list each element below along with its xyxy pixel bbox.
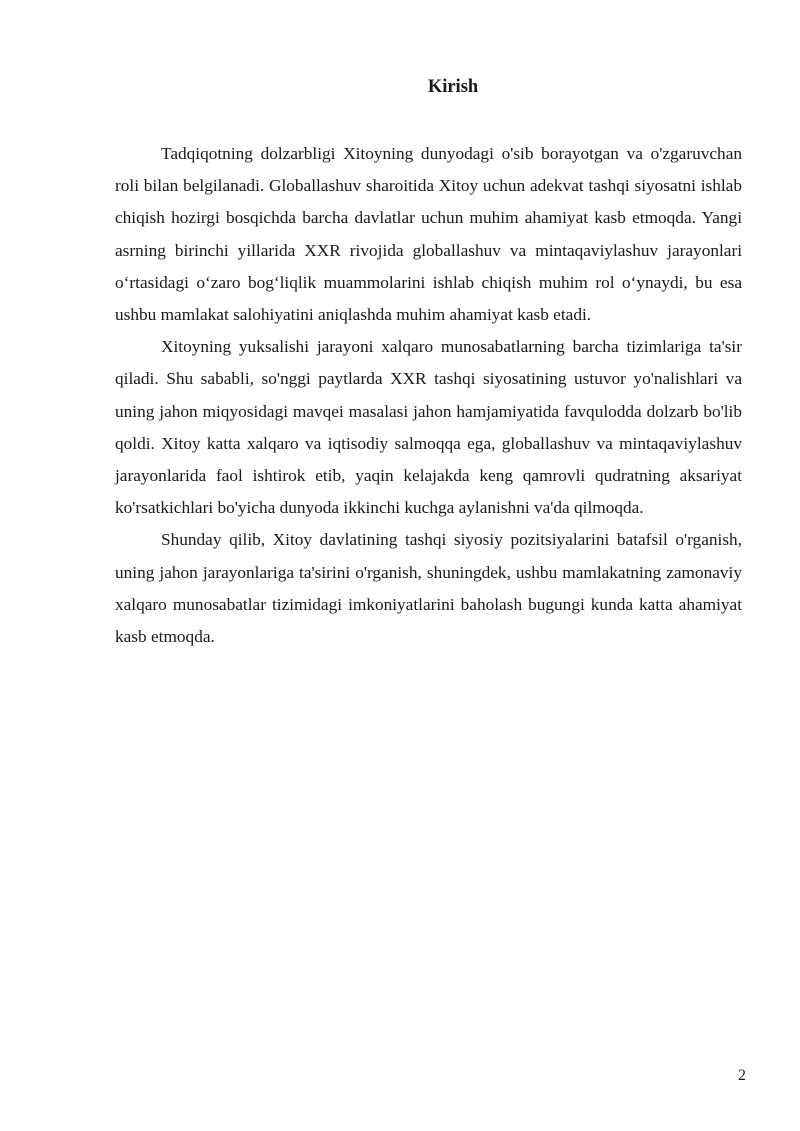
paragraph-2: Xitoyning yuksalishi jarayoni xalqaro munosabatlarning barcha tizimlariga ta'sir qiladi. Shu sababli, so'nggi paytlarda XXR tashqi siyosatining ustuvor yo'nalishlari va uning jahon miqyosidagi mavqei masalasi jahon hamjamiyatida favqulodda dolzarb bo'lib qoldi. Xitoy katta xalqaro va iqtisodiy salmoqqa ega, globallashuv va mintaqaviylashuv jarayonlarida faol ishtirok etib, yaqin kelajakda keng qamrovli qudratning aksariyat ko'rsatkichlari bo'yicha dunyoda ikkinchi kuchga aylanishni va'da qilmoqda. [115, 337, 742, 518]
page-number: 2 [738, 1067, 746, 1084]
body-text [115, 138, 742, 653]
paragraph-1: Tadqiqotning dolzarbligi Xitoyning dunyodagi o'sib borayotgan va o'zgaruvchan roli bilan belgilanadi. Globallashuv sharoitida Xitoy uchun adekvat tashqi siyosatni ishlab chiqish hozirgi bosqichda barcha davlatlar uchun muhim ahamiyat kasb etmoqda. Yangi asrning birinchi yillarida XXR rivojida globallashuv va mintaqaviylashuv jarayonlari o‘rtasidagi o‘zaro bog‘liqlik muammolarini ishlab chiqish muhim rol o‘ynaydi, bu esa ushbu mamlakat salohiyatini aniqlashda muhim ahamiyat kasb etadi. [115, 144, 742, 325]
paragraph-3: Shunday qilib, Xitoy davlatining tashqi siyosiy pozitsiyalarini batafsil o'rganish, uning jahon jarayonlariga ta'sirini o'rganish, shuningdek, ushbu mamlakatning zamonaviy xalqaro munosabatlar tizimidagi imkoniyatlarini baholash bugungi kunda katta ahamiyat kasb etmoqda. [115, 530, 742, 647]
section-heading: Kirish [427, 77, 479, 97]
